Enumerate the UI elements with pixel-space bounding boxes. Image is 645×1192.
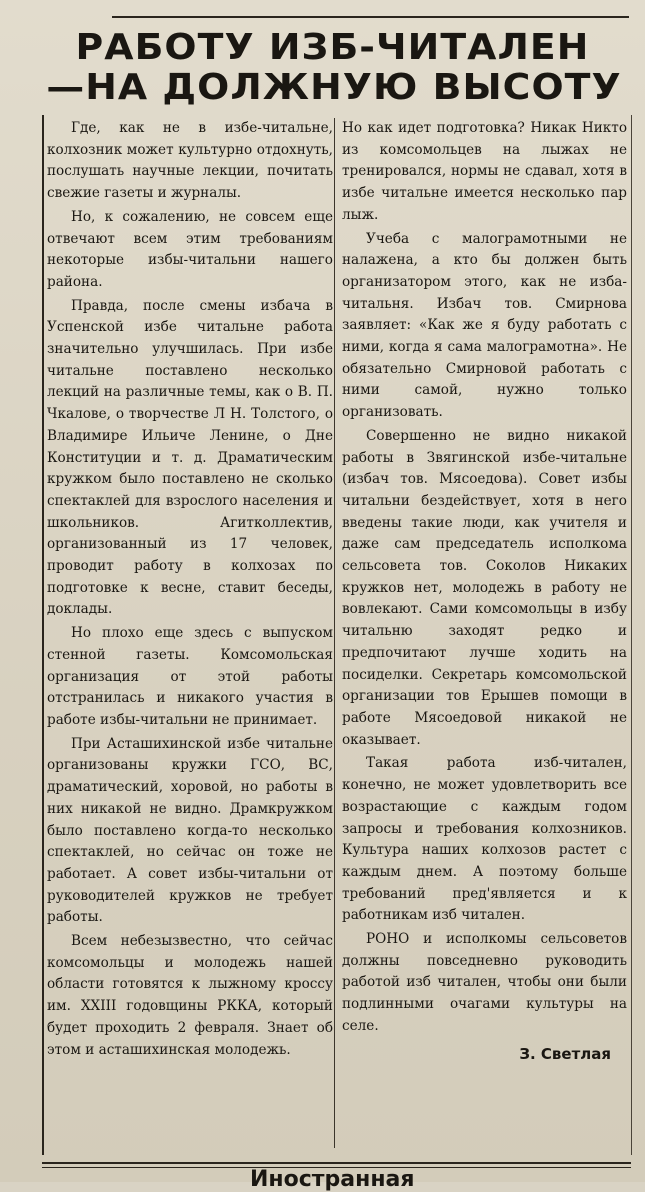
left-column-rule [42,115,44,1155]
paragraph: При Асташихинской избе читальне организованы кружки ГСО, ВС, драматический, хоровой, но работы в них никакой не видно. Драмкружком было поставлено когда-то несколько спектаклей, но сейчас он тоже не работает. А совет избы-читальни от руководителей кружков не требует работы. [47,735,333,926]
column-divider [334,118,335,1148]
headline-line-2: —НА ДОЛЖНУЮ ВЫСОТУ [46,67,622,108]
right-column [342,118,627,1065]
paragraph: Такая работа изб-читален, конечно, не может удовлетворить все возрастающие с каждым годом запросы и требования колхозников. Культура наших колхозов растет с каждым днем. А поэтому больше требований пред'является и к работникам изб читален. [342,755,627,924]
headline-line-1: РАБОТУ ИЗБ-ЧИТАЛЕН [75,27,590,68]
paragraph: Совершенно не видно никакой работы в Звягинской избе-читальне (избач тов. Мясоедова). Совет избы читальни бездействует, хотя в него введены такие люди, как учителя и даже сам председатель исполкома сельсовета тов. Соколов Никаких кружков нет, молодежь в работу не вовлекают. Сами комсомольцы в избу читальню заходят редко и предпочитают лучше ходить на посиделки. Секретарь комсомольской организации тов Ерышев помощи в работе Мясоедовой никакой не оказывает. [342,427,627,748]
next-article-headline: Иностранная [250,1167,415,1192]
paragraph: Где, как не в избе-читальне, колхозник может культурно отдохнуть, послушать научные лекции, почитать свежие газеты и журналы. [47,120,333,202]
paragraph: Правда, после смены избача в Успенской избе читальне работа значительно улучшилась. При избе читальне поставлено несколько лекций на различные темы, как о В. П. Чкалове, о творчестве Л Н. Толстого, о Владимире Ильиче Ленине, о Дне Конституции и т. д. Драматическим кружком было поставлено не сколько спектаклей для взрослого населения и школьников. Агитколлектив, организованный из 17 человек, проводит работу в колхозах по подготовке к весне, ставит беседы, доклады. [47,297,333,618]
paragraph: Но плохо еще здесь с выпуском стенной газеты. Комсомольская организация от этой работы отстранилась и никакого участия в работе избы-читальни не принимает. [47,625,333,728]
paragraph: Всем небезызвестно, что сейчас комсомольцы и молодежь нашей области готовятся к лыжному кроссу им. XXIII годовщины РККА, который будет проходить 2 февраля. Знает об этом и асташихинская молодежь. [47,933,333,1058]
left-column [47,118,333,1061]
headline [46,27,622,108]
bottom-rule [42,1162,631,1164]
paragraph: Но как идет подготовка? Никак Никто из комсомольцев на лыжах не тренировался, нормы не сдавал, хотя в избе читальне имеется несколько пар лыж. [342,120,627,223]
paragraph: РОНО и исполкомы сельсоветов должны повседневно руководить работой изб читален, чтобы они были подлинными очагами культуры на селе. [342,931,627,1034]
right-edge-rule [631,115,632,1155]
paragraph: Учеба с малограмотными не налажена, а кто бы должен быть организатором этого, как не изба-читальня. Избач тов. Смирнова заявляет: «Как же я буду работать с ними, когда я сама малограмотна». Не обязательно Смирновой работать с ними самой, нужно только организовать. [342,230,627,421]
top-rule [112,16,629,18]
paragraph: Но, к сожалению, не совсем еще отвечают всем этим требованиям некоторые избы-читальни нашего района. [47,208,333,290]
author-signature: З. Светлая [519,1044,611,1063]
